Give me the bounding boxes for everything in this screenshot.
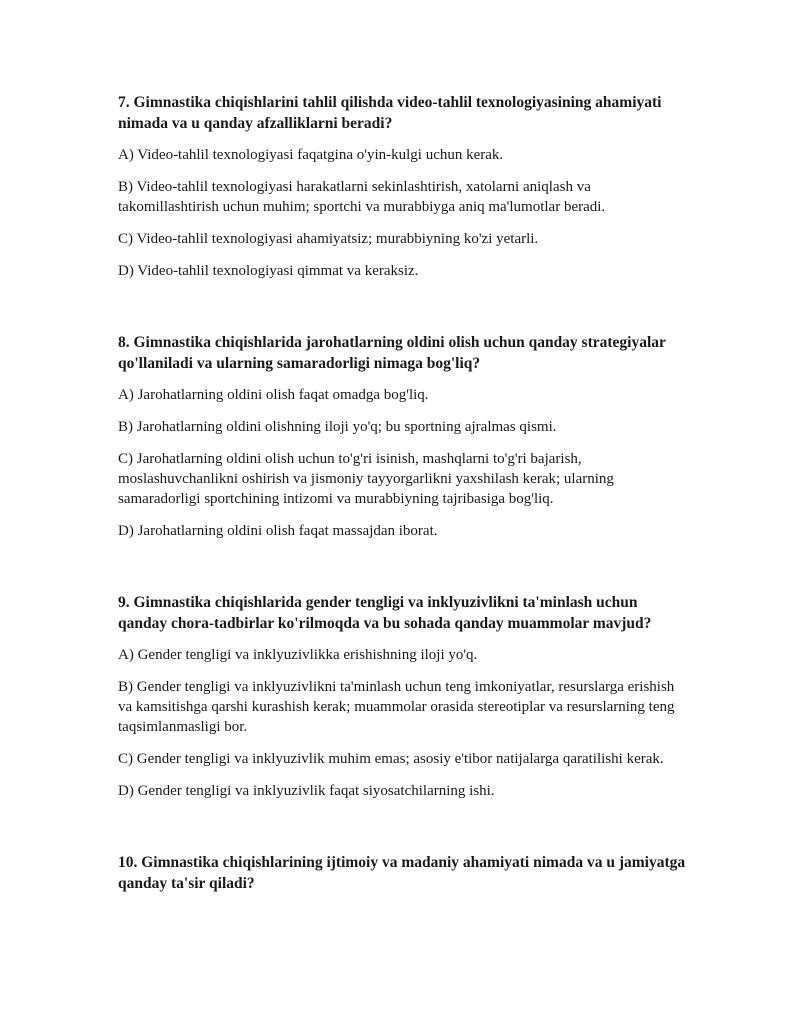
option-d: D) Gender tengligi va inklyuzivlik faqat siyosatchilarning ishi. xyxy=(118,783,495,799)
option-a: A) Video-tahlil texnologiyasi faqatgina o'yin-kulgi uchun kerak. xyxy=(118,147,504,163)
question-8 xyxy=(118,332,688,541)
question-title: 9. Gimnastika chiqishlarida gender tengligi va inklyuzivlikni ta'minlash uchun qanday chora-tadbirlar ko'rilmoqda va bu sohada qanday muammolar mavjud? xyxy=(118,594,652,632)
option-a: A) Gender tengligi va inklyuzivlikka erishishning iloji yo'q. xyxy=(118,647,478,663)
option-d: D) Video-tahlil texnologiyasi qimmat va keraksiz. xyxy=(118,263,419,279)
option-b: B) Video-tahlil texnologiyasi harakatlarni sekinlashtirish, xatolarni aniqlash va takomillashtirish uchun muhim; sportchi va murabbiyga aniq ma'lumotlar beradi. xyxy=(118,179,606,215)
option-a: A) Jarohatlarning oldini olish faqat omadga bog'liq. xyxy=(118,387,429,403)
question-title: 10. Gimnastika chiqishlarining ijtimoiy va madaniy ahamiyati nimada va u jamiyatga qanday ta'sir qiladi? xyxy=(118,854,686,892)
question-separator xyxy=(118,293,688,332)
document-page xyxy=(118,92,688,905)
question-7 xyxy=(118,92,688,281)
question-separator xyxy=(118,553,688,592)
question-title: 8. Gimnastika chiqishlarida jarohatlarning oldini olish uchun qanday strategiyalar qo'llaniladi va ularning samaradorligi nimaga bog'liq? xyxy=(118,334,666,372)
question-10 xyxy=(118,852,688,894)
option-d: D) Jarohatlarning oldini olish faqat massajdan iborat. xyxy=(118,523,438,539)
option-b: B) Gender tengligi va inklyuzivlikni ta'minlash uchun teng imkoniyatlar, resurslarga erishish va kamsitishga qarshi kurashish kerak; muammolar orasida stereotiplar va resurslarning teng taqsimlanmasligi bor. xyxy=(118,679,675,735)
question-title: 7. Gimnastika chiqishlarini tahlil qilishda video-tahlil texnologiyasining ahamiyati nimada va u qanday afzalliklarni beradi? xyxy=(118,94,662,132)
option-b: B) Jarohatlarning oldini olishning iloji yo'q; bu sportning ajralmas qismi. xyxy=(118,419,557,435)
option-c: C) Video-tahlil texnologiyasi ahamiyatsiz; murabbiyning ko'zi yetarli. xyxy=(118,231,539,247)
question-9 xyxy=(118,592,688,801)
question-separator xyxy=(118,813,688,852)
option-c: C) Jarohatlarning oldini olish uchun to'g'ri isinish, mashqlarni to'g'ri bajarish, moslashuvchanlikni oshirish va jismoniy tayyorgarlikni yaxshilash kerak; ularning samaradorligi sportchining intizomi va murabbiyning tajribasiga bog'liq. xyxy=(118,451,614,507)
option-c: C) Gender tengligi va inklyuzivlik muhim emas; asosiy e'tibor natijalarga qaratilishi kerak. xyxy=(118,751,664,767)
